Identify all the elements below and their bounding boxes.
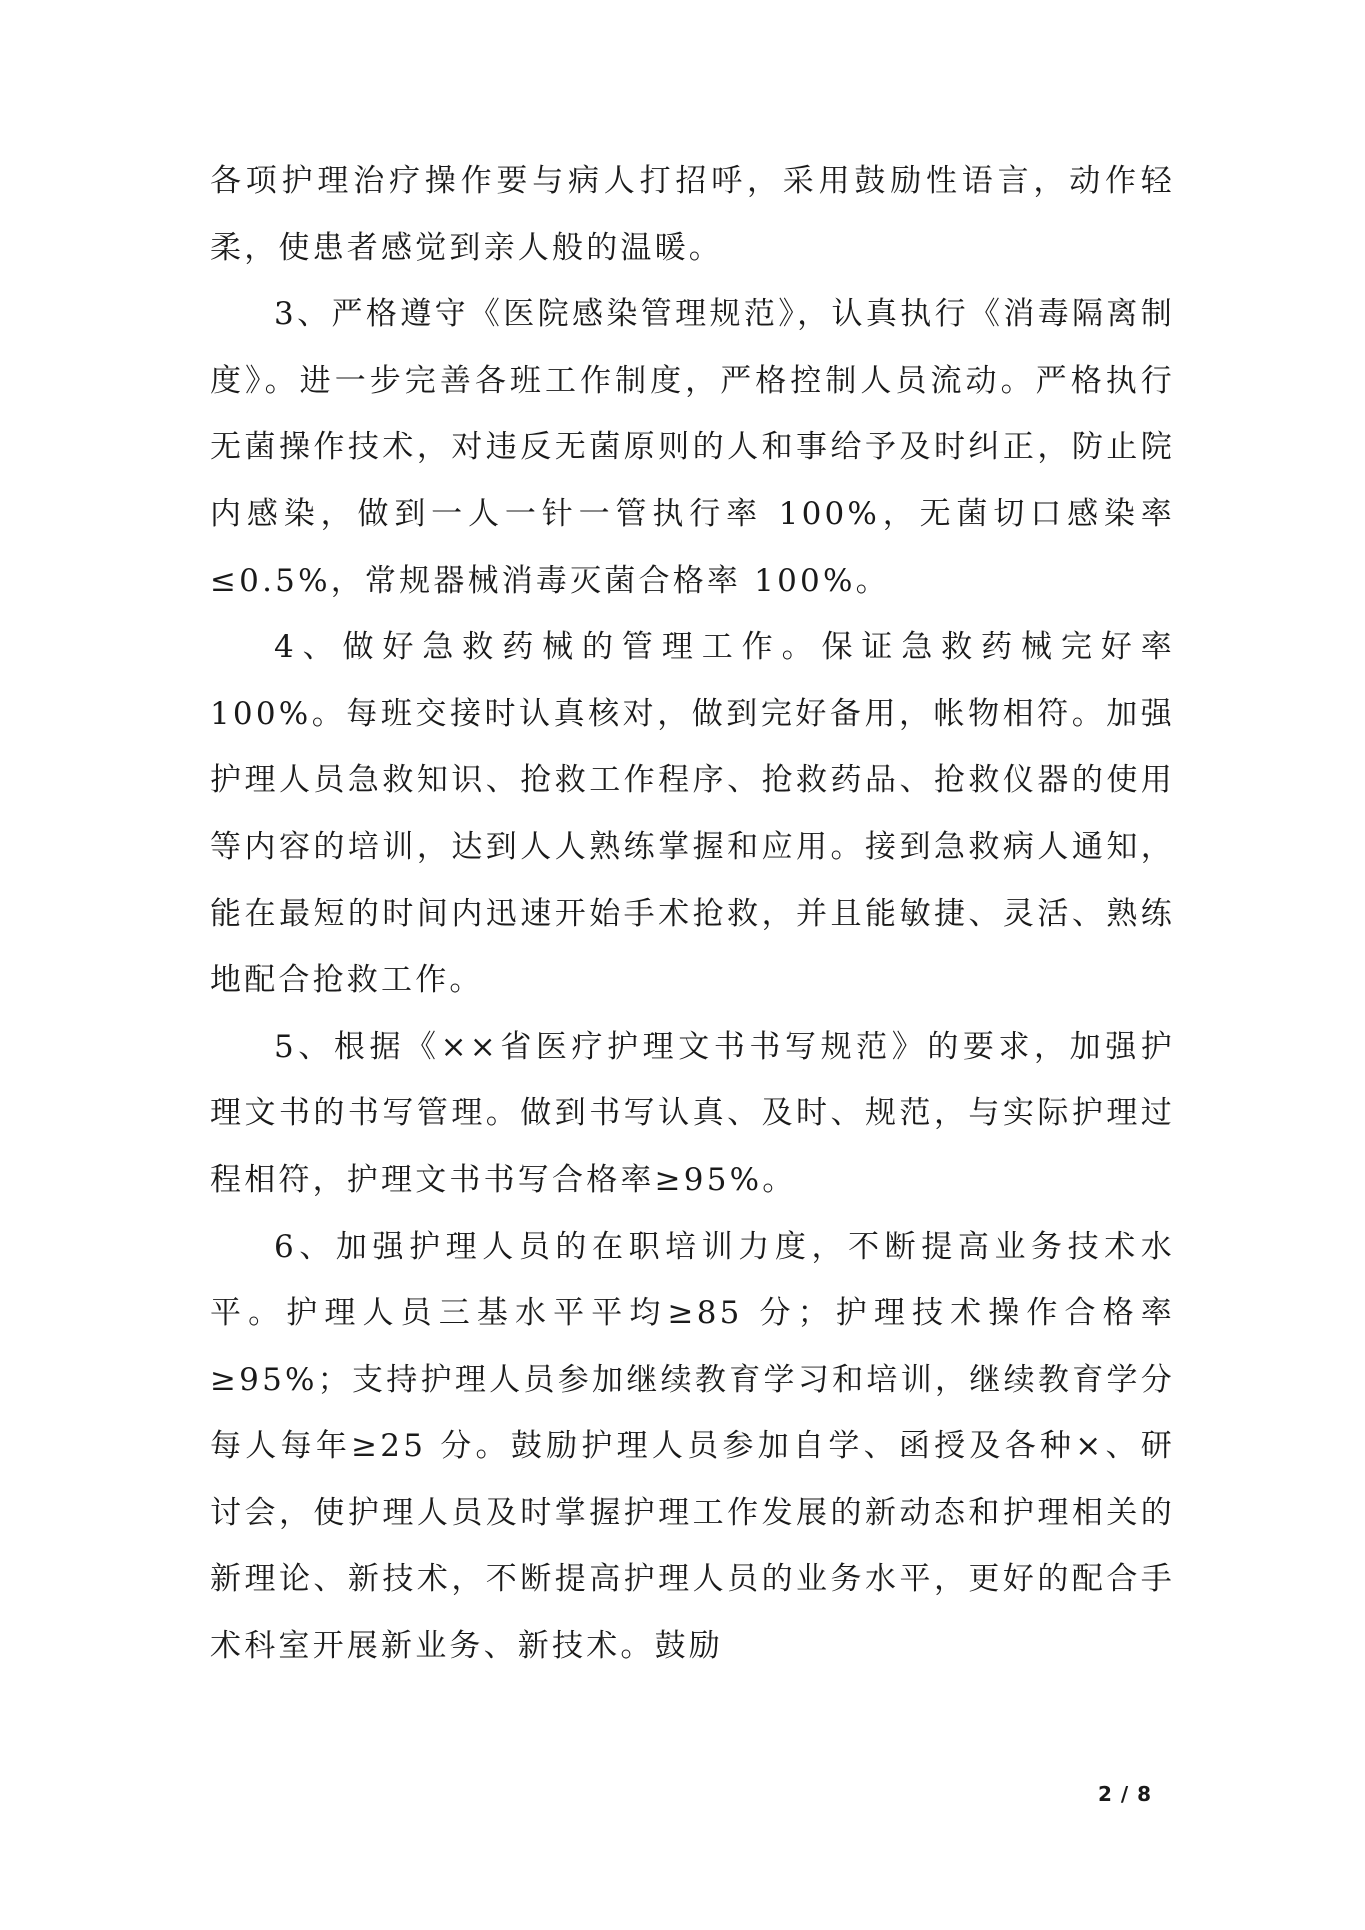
paragraph-item-4: 4、做好急救药械的管理工作。保证急救药械完好率 100%。每班交接时认真核对，做到完好备用，帐物相符。加强护理人员急救知识、抢救工作程序、抢救药品、抢救仪器的使用等内容的培训，达到人人熟练掌握和应用。接到急救病人通知，能在最短的时间内迅速开始手术抢救，并且能敏捷、灵活、熟练地配合抢救工作。 (210, 629, 1175, 999)
paragraph-continuation: 各项护理治疗操作要与病人打招呼，采用鼓励性语言，动作轻柔，使患者感觉到亲人般的温暖。 (210, 163, 1175, 266)
document-body (210, 148, 1175, 1680)
paragraph-item-3: 3、严格遵守《医院感染管理规范》，认真执行《消毒隔离制度》。进一步完善各班工作制度，严格控制人员流动。严格执行无菌操作技术，对违反无菌原则的人和事给予及时纠正，防止院内感染，做到一人一针一管执行率 100%，无菌切口感染率≤0.5%，常规器械消毒灭菌合格率 100%。 (210, 296, 1175, 599)
paragraph-item-6: 6、加强护理人员的在职培训力度，不断提高业务技术水平。护理人员三基水平平均≥85 分；护理技术操作合格率≥95%；支持护理人员参加继续教育学习和培训，继续教育学分每人每年≥25 分。鼓励护理人员参加自学、函授及各种×、研讨会，使护理人员及时掌握护理工作发展的新动态和护理相关的新理论、新技术，不断提高护理人员的业务水平，更好的配合手术科室开展新业务、新技术。鼓励 (210, 1228, 1175, 1665)
paragraph-item-5: 5、根据《××省医疗护理文书书写规范》的要求，加强护理文书的书写管理。做到书写认真、及时、规范，与实际护理过程相符，护理文书书写合格率≥95%。 (210, 1028, 1175, 1198)
page-number: 2 / 8 (1098, 1782, 1153, 1806)
